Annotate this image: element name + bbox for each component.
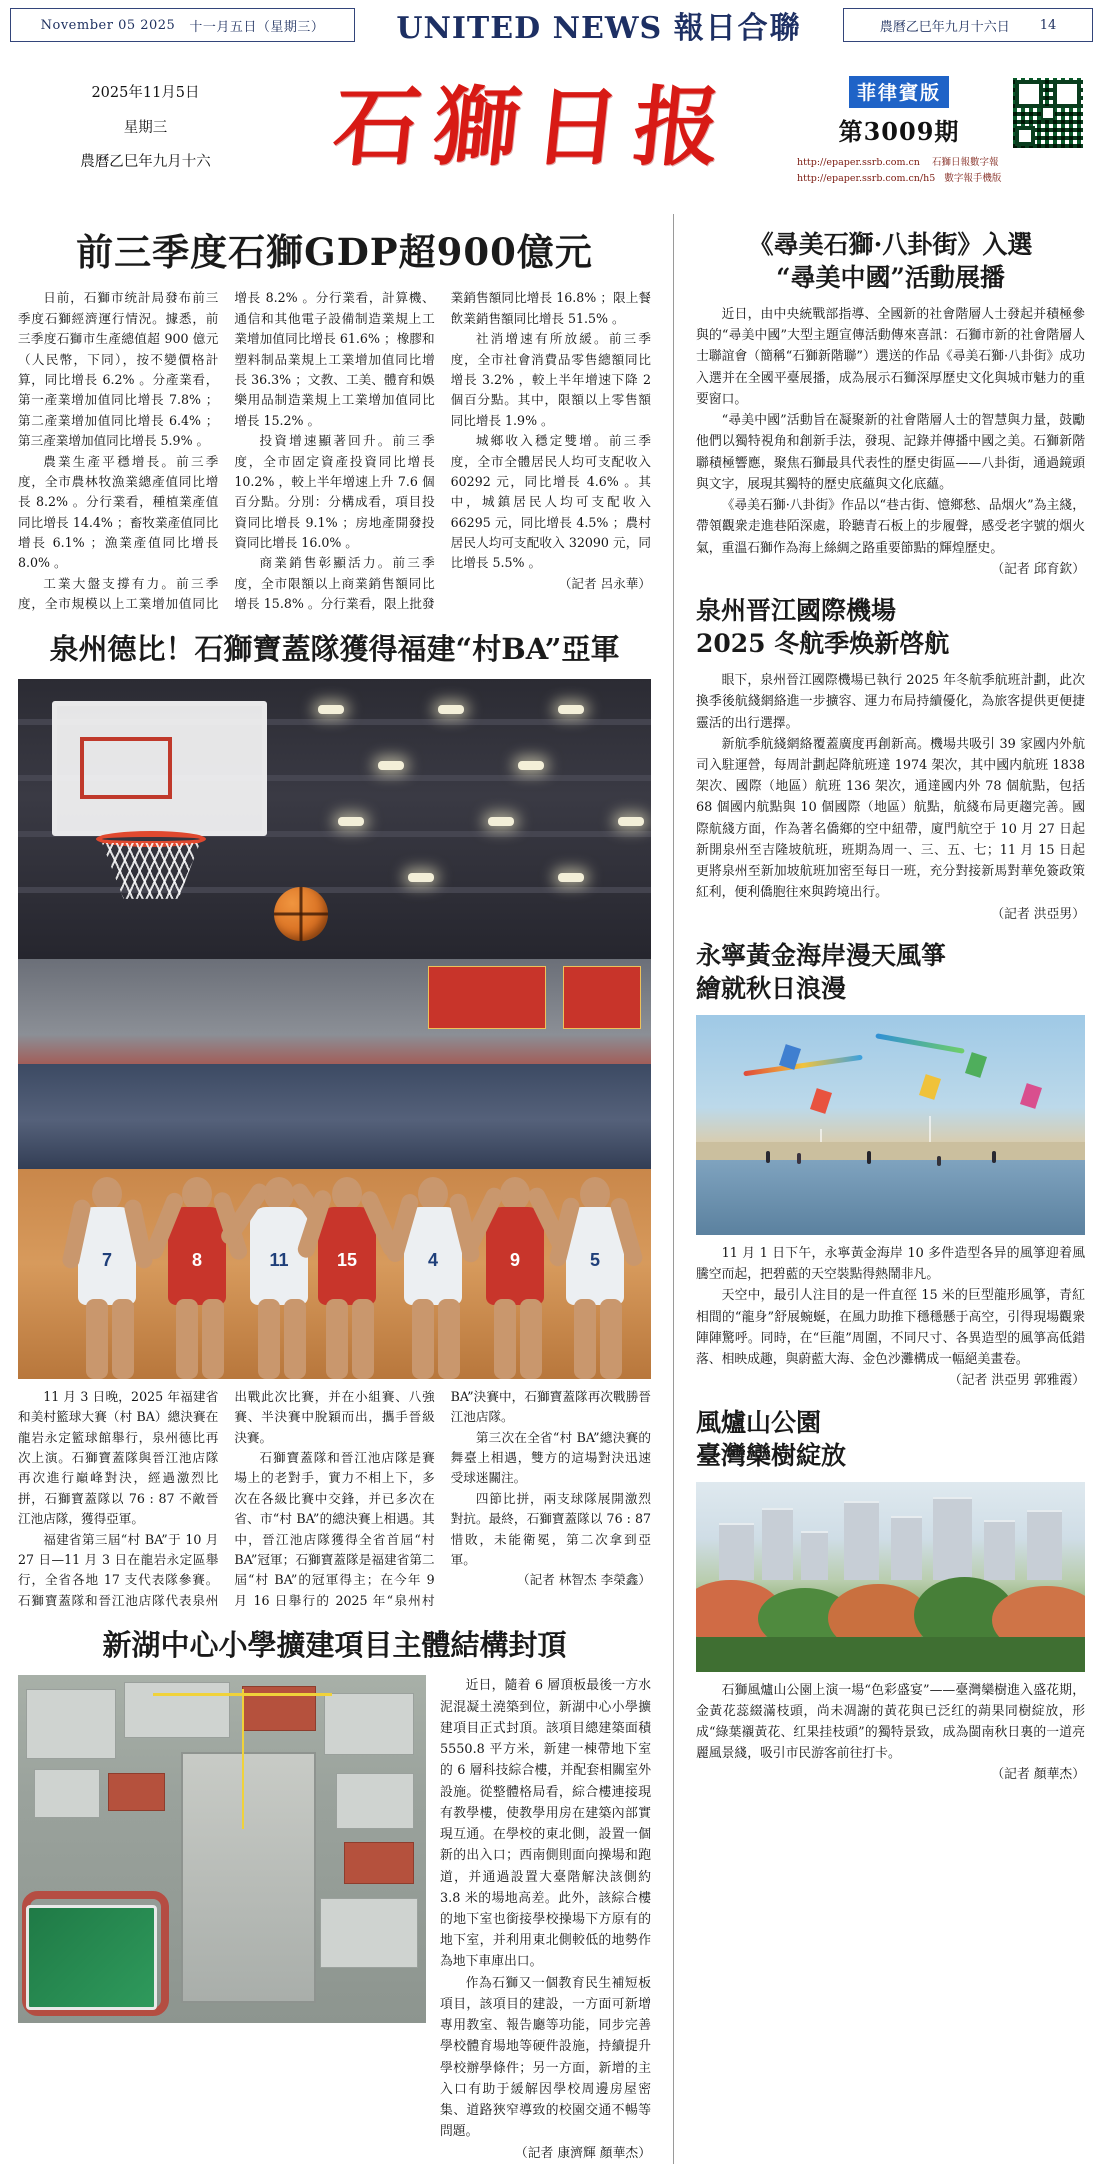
gdp-body <box>18 288 651 614</box>
basketball-para-4: 四節比拼，兩支球隊展開激烈對抗。最終，石獅寶蓋隊以 76 : 87 惜敗，未能衛冕，第二次拿到亞軍。 <box>450 1490 651 1568</box>
kite-headline-line1: 永寧黃金海岸漫天風箏 <box>696 940 947 970</box>
gdp-para-1: 農業生產平穩增長。前三季度，全市農林牧漁業總產值同比增長 8.2% 。分行業看，種植業產值同比增長 14.4% ；畜牧業產值同比增長 6.1% ；漁業產值同比增長 8.0% 。 <box>18 453 219 571</box>
xunmei-headline-line2: “尋美中國”活動展播 <box>776 263 1005 292</box>
airport-para-1: 新航季航綫網絡覆蓋廣度再創新高。機場共吸引 39 家國内外航司入駐運營，每周計劃起降航班達 1974 架次，其中國内航班 1838 架次、國際（地區）航班 136 架次，通達國内外 78 個航點，包括 68 個國内航點與 10 個國際（地區）航點，航綫布局更趨完善。國際航綫方面，作為著名僑鄉的空中紐帶，廈門航空于 10 月 27 日起新開泉州至吉隆坡航班，班期為周一、三、五、七；11 月 15 日起更將泉州至新加坡航班加密至每日一班，充分對接新馬對華免簽政策紅利，便利僑胞往來與跨境出行。 <box>696 736 1085 901</box>
epaper-h5-url[interactable]: http://epaper.ssrb.com.cn/h5 <box>797 172 936 184</box>
kite-body <box>696 1243 1085 1392</box>
topbar-date-cn: 十一月五日（星期三） <box>189 19 325 35</box>
xunmei-byline: （記者 邱育欽） <box>991 561 1085 577</box>
epaper-url[interactable]: http://epaper.ssrb.com.cn <box>797 156 920 168</box>
article-basketball <box>18 631 651 1612</box>
airport-headline-line1: 泉州晋江國際機場 <box>696 596 897 626</box>
basketball-para-1: 福建省第三屆“村 BA”于 10 月 27 日—11 月 3 日在龍岩永定區舉行，全省各地 17 支代表隊參賽。石獅寶蓋隊和晉江池店隊代表泉州出戰此次比賽，并在小組賽、八強賽、半決賽中脫穎而出，攜手晉級決賽。 <box>18 1388 435 1608</box>
park-headline <box>696 1406 1085 1472</box>
basketball-headline: 泉州德比！石獅寶蓋隊獲得福建“村BA”亞軍 <box>49 631 620 666</box>
gdp-para-0: 日前，石獅市统計局發布前三季度石獅經濟運行情況。據悉，前三季度石獅市生產總值超 900 億元（人民幣，下同），按不變價格計算，同比增長 6.2% 。分產業看，第一產業增加值同比增長 7.8% ；第二產業增加值同比增長 6.4% ；第三產業增加值同比增長 5.9% 。 <box>18 290 219 449</box>
park-byline: （記者 顏華杰） <box>991 1767 1085 1783</box>
park-body <box>696 1680 1085 1786</box>
article-kite <box>696 939 1085 1392</box>
kite-headline <box>696 939 1085 1005</box>
park-tree-photo <box>696 1482 1085 1672</box>
article-gdp <box>18 230 651 615</box>
gdp-para-5: 社消增速有所放緩。前三季度，全市社會消費品零售總額同比增長 3.2% ，較上半年增速下降 2 個百分點。其中，限額以上零售額同比增長 1.9% 。 <box>450 331 651 428</box>
top-bar <box>10 6 1093 44</box>
masthead-date-lunar: 農曆乙巳年九月十六 <box>80 154 211 171</box>
topbar-date-en: November 05 2025 <box>40 17 176 33</box>
xunmei-para-0: 近日，由中央統戰部指導、全國新的社會階層人士發起并積極參與的“尋美中國”大型主題宣傳活動傳來喜訊：石獅市新的社會階層人士聯誼會（簡稱“石獅新階聯”）選送的作品《尋美石獅·八卦街》成功入選并在全國平臺展播，成為展示石獅深厚歷史文化與城市魅力的重要窗口。 <box>696 307 1085 407</box>
epaper-url-label: 石獅日報數字報 <box>932 156 999 168</box>
article-school <box>18 1627 651 2164</box>
masthead <box>18 48 1085 208</box>
xunmei-headline-line1: 《尋美石獅·八卦街》入選 <box>748 230 1033 259</box>
gdp-para-3: 投資增速顯著回升。前三季度，全市固定資產投資同比增長 10.2% ，較上半年增速上升 7.6 個百分點。分別：分構成看，項目投資同比增長 9.1% ；房地產開發投資同比增長 16.0% 。 <box>234 433 435 551</box>
issue-number: 第3009期 <box>838 116 960 146</box>
topbar-date-box <box>10 8 355 42</box>
topbar-paper-en: UNITED NEWS <box>396 11 663 46</box>
topbar-lunar-box <box>843 8 1093 42</box>
school-construction-aerial-photo <box>18 1675 426 2023</box>
gdp-headline: 前三季度石獅GDP超900億元 <box>76 230 593 274</box>
xunmei-para-1: “尋美中國”活動旨在凝聚新的社會階層人士的智慧與力量，鼓勵他們以獨特視角和創新手法，發現、記錄并傳播中國之美。石獅新階聯積極響應，聚焦石獅最具代表性的歷史街區——八卦街，通過鏡頭與文字，展現其獨特的歷史底蘊與文化底蘊。 <box>696 413 1085 492</box>
masthead-date-gregorian: 2025年11月5日 <box>91 84 200 101</box>
basketball-para-0: 11 月 3 日晚，2025 年福建省和美村籃球大賽（村 BA）總決賽在龍岩永定籃球館舉行，泉州德比再次上演。石獅寶蓋隊與晉江池店隊再次進行巔峰對決，經過激烈比拼，石獅寶蓋隊以 76 : 87 不敵晉江池店隊，獲得亞軍。 <box>18 1388 219 1527</box>
main-column <box>18 214 665 2164</box>
xunmei-body <box>696 304 1085 580</box>
article-airport <box>696 594 1085 925</box>
airport-headline-line2: 2025 冬航季焕新啓航 <box>696 629 950 659</box>
school-para-0: 近日，隨着 6 層頂板最後一方水泥混凝土澆築到位，新湖中心小學擴建項目正式封頂。該項目總建築面積 5550.8 平方米，新建一棟帶地下室的 6 層科技綜合樓，并配套相關室外設施。從整體格局看，綜合樓連接現有教學樓，使教學用房在建築內部實現互通。在學校的東北側，設置一個新的出入口；西南側則面向操場和跑道，并通過設置大臺階解決該側約 3.8 米的場地高差。此外，該綜合樓的地下室也銜接學校操場下方原有的地下室，并利用東北側較低的地勢作為地下車庫出口。 <box>440 1678 651 1970</box>
kite-para-0: 11 月 1 日下午，永寧黃金海岸 10 多件造型各异的風箏迎着風騰空而起，把碧藍的天空裝點得熱鬧非凡。 <box>696 1245 1085 1283</box>
gdp-para-4: 商業銷售彰顯活力。前三季度，全市限額以上商業銷售額同比增長 15.8% 。分行業看，限上批發業銷售額同比增長 16.8% ；限上餐飲業銷售額同比增長 51.5% 。 <box>234 290 651 612</box>
kite-beach-photo <box>696 1015 1085 1235</box>
article-xunmei <box>696 228 1085 580</box>
school-byline: （記者 康濟輝 顏華杰） <box>514 2145 651 2161</box>
masthead-logo-text: 石獅日报 <box>328 76 740 178</box>
topbar-paper-title <box>355 3 843 47</box>
topbar-paper-cn: 報日合聯 <box>673 11 802 46</box>
park-para-0: 石獅風爐山公園上演一場“色彩盛宴”——臺灣欒樹進入盛花期，金黃花蕊綴滿枝頭，尚未凋謝的黃花與已泛红的蒴果同樹綻放，形成“綠葉襯黃花、红果挂枝頭”的獨特景致，成為閩南秋日裏的一道亮麗風景綫，吸引市民游客前往打卡。 <box>696 1682 1085 1762</box>
xunmei-headline <box>696 228 1085 294</box>
column-divider <box>673 214 674 2164</box>
kite-headline-line2: 繪就秋日浪漫 <box>696 973 847 1003</box>
basketball-para-3: 第三次在全省“村 BA”總決賽的舞臺上相遇，雙方的這場對決迅速受球迷關注。 <box>450 1429 651 1486</box>
basketball-byline: （記者 林智杰 李榮鑫） <box>517 1572 651 1588</box>
gdp-para-6: 城鄉收入穩定雙增。前三季度，全市全體居民人均可支配收入 60292 元，同比增長 4.6% 。其中，城鎮居民人均可支配收入 66295 元，同比增長 4.5% ；農村居民人均可支配收入 32090 元，同比增長 5.5% 。 <box>450 433 651 571</box>
xunmei-para-2: 《尋美石獅·八卦街》作品以“巷古街、憶鄉愁、品烟火”為主綫，帶領觀衆走進巷陌深處，聆聽青石板上的步履聲，感受老字號的烟火氣，重溫石獅作為海上絲綢之路重要節點的輝煌歷史。 <box>696 498 1085 556</box>
masthead-logo <box>273 76 795 178</box>
qr-code-icon[interactable] <box>1011 76 1085 150</box>
edition-badge: 菲律賓版 <box>849 76 949 108</box>
basketball-ball <box>274 887 328 941</box>
basketball-para-2: 石獅寶蓋隊和晉江池店隊是賽場上的老對手，實力不相上下，多次在各級比賽中交鋒，并已多次在省、市“村 BA”的總決賽上相遇。其中，晉江池店隊獲得全省首屆“村 BA”冠軍；石獅寶蓋隊是福建省第二屆“村 BA”的冠軍得主；在今年 9 月 16 日舉行的 2025 年“泉州村 BA”決賽中，石獅寶蓋隊再次戰勝晉江池店隊。 <box>234 1388 651 1608</box>
masthead-date-block <box>18 76 273 180</box>
school-body <box>440 1675 651 2163</box>
airport-para-0: 眼下，泉州晉江國際機場已執行 2025 年冬航季航班計劃，此次換季後航綫網絡進一步擴容、運力布局持續優化，為旅客提供更便捷靈活的出行選擇。 <box>696 673 1085 731</box>
gdp-para-2: 工業大盤支撐有力。前三季度，全市規模以上工業增加值同比增長 8.2% 。分行業看，計算機、通信和其他電子設備制造業規上工業增加值同比增長 61.6% ；橡膠和塑料制品業規上工業增加值同比增長 36.3% ；文教、工美、體育和娛樂用品制造業規上工業增加值同比增長 15.2% 。 <box>18 290 435 612</box>
airport-body <box>696 670 1085 925</box>
topbar-page-number: 14 <box>1039 17 1057 33</box>
airport-byline: （記者 洪亞男） <box>991 906 1085 922</box>
kite-para-1: 天空中，最引人注目的是一件直徑 15 米的巨型龍形風箏，青紅相間的“龍身”舒展蜿蜒，在風力助推下穩穩懸于高空，引得現場觀衆陣陣驚呼。同時，在“巨龍”周圍，不同尺寸、各異造型的風箏高低錯落、相映成趣，與蔚藍大海、金色沙灘構成一幅絕美畫卷。 <box>696 1288 1085 1368</box>
school-headline: 新湖中心小學擴建項目主體結構封頂 <box>102 1628 567 1663</box>
page-grid <box>18 214 1085 2164</box>
airport-headline <box>696 594 1085 660</box>
basketball-game-photo: 7 8 11 15 4 9 5 <box>18 679 651 1379</box>
article-park <box>696 1406 1085 1786</box>
school-para-1: 作為石獅又一個教育民生補短板項目，該項目的建設，一方面可新增專用教室、報告廳等功能，同步完善學校體育場地等硬件設施，持續提升學校辦學條件；另一方面，新增的主入口有助于緩解因學校周邊房屋密集、道路狹窄導致的校園交通不暢等問題。 <box>440 1975 651 2140</box>
kite-byline: （記者 洪亞男 郭雅霞） <box>948 1373 1085 1389</box>
masthead-info-block <box>795 70 1085 186</box>
side-column <box>682 214 1085 2164</box>
epaper-h5-label: 數字報手機版 <box>944 172 1002 184</box>
park-headline-line2: 臺灣欒樹綻放 <box>696 1440 847 1470</box>
basketball-body <box>18 1387 651 1611</box>
park-headline-line1: 風爐山公園 <box>696 1407 822 1437</box>
gdp-byline: （記者 呂永華） <box>558 575 651 591</box>
masthead-weekday: 星期三 <box>123 119 168 136</box>
topbar-lunar-date: 農曆乙巳年九月十六日 <box>879 19 1010 35</box>
